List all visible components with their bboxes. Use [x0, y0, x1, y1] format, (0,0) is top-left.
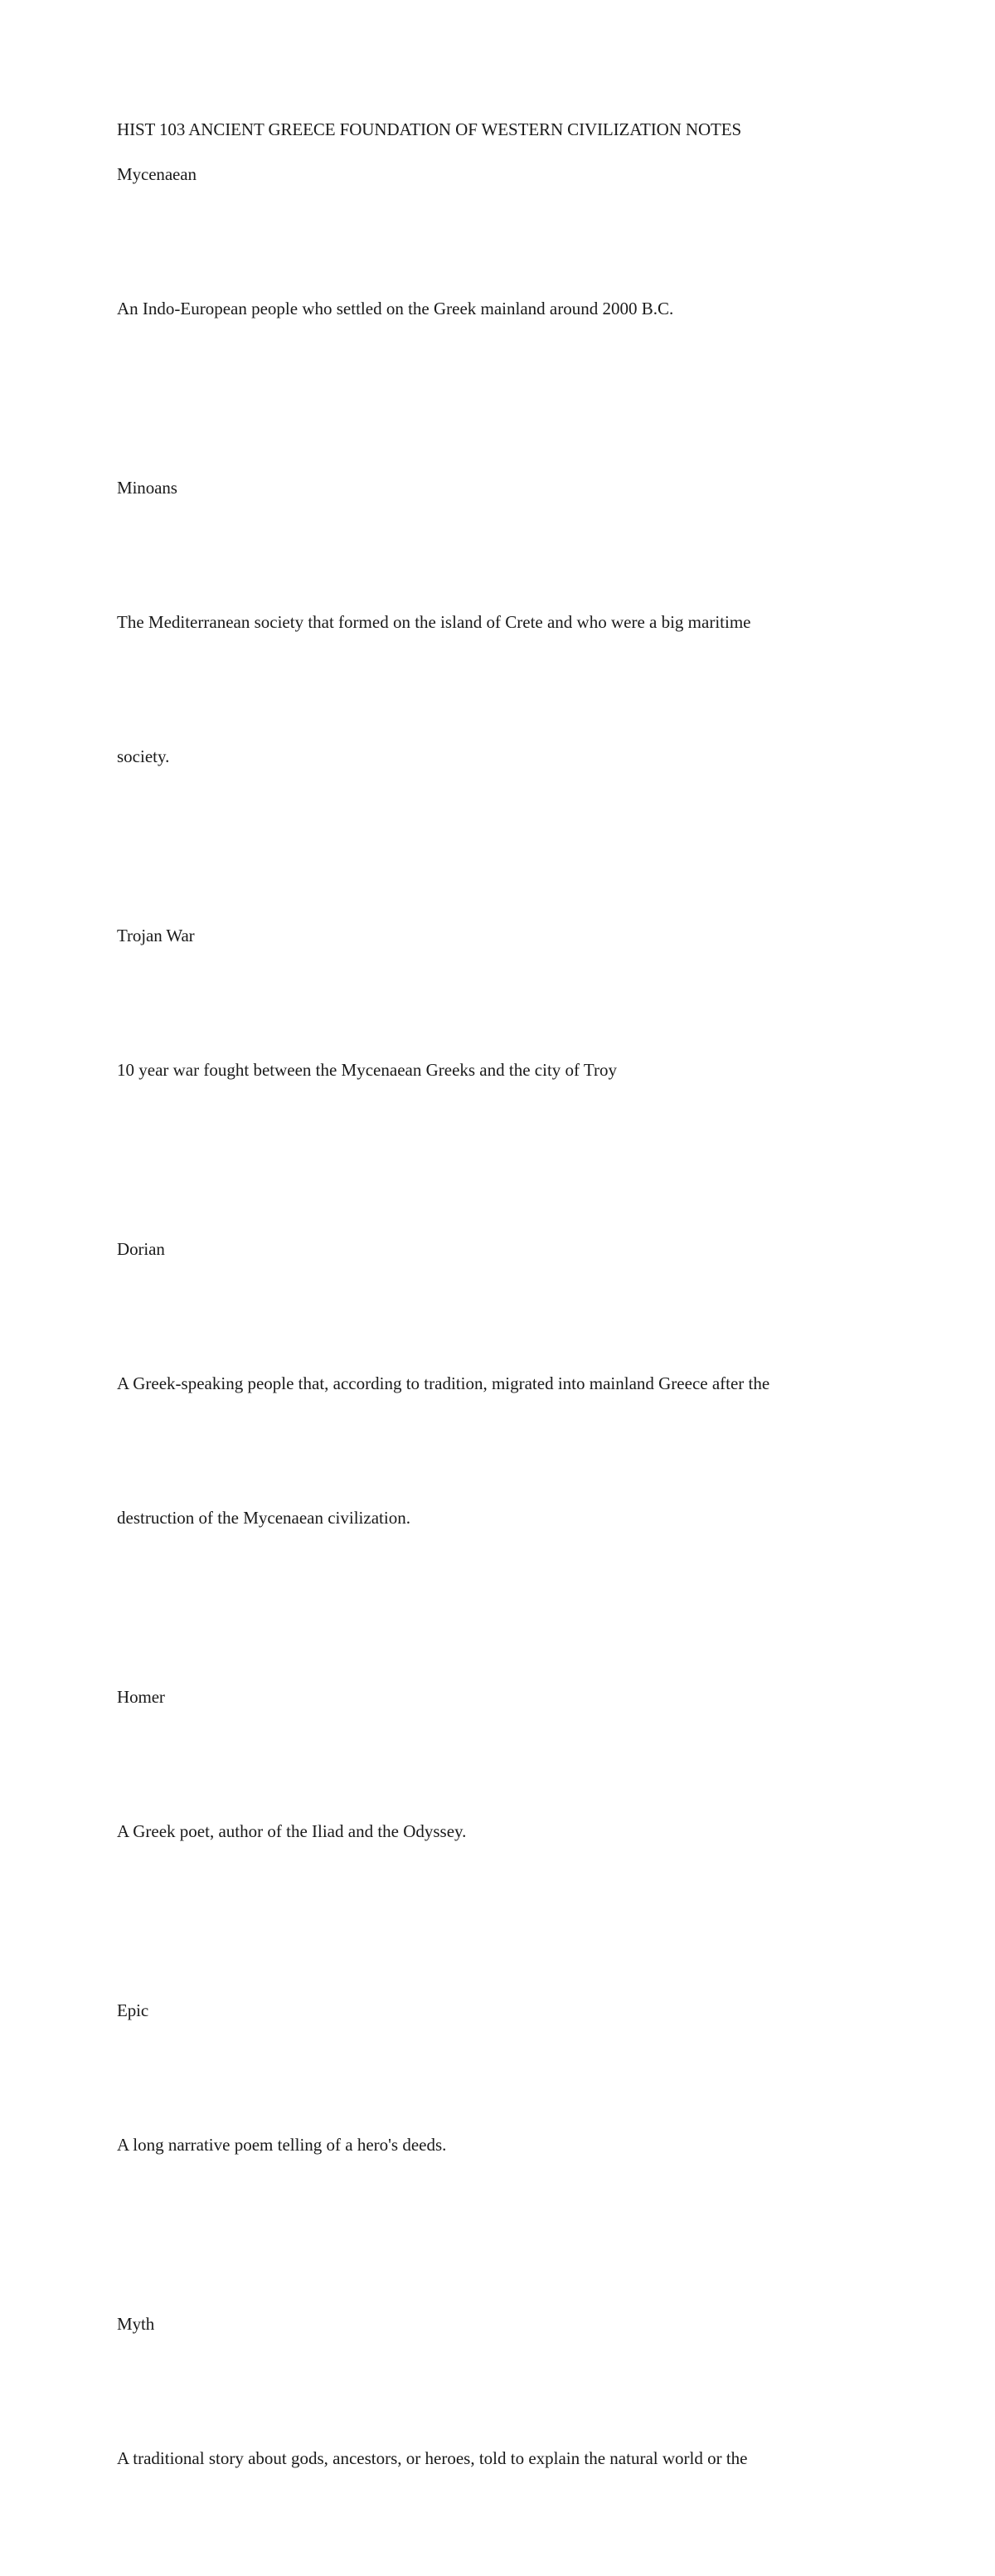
entry-definition	[117, 197, 880, 420]
definition-line: 10 year war fought between the Mycenaean Greeks and the city of Troy	[117, 1060, 617, 1080]
entry-definition	[117, 510, 880, 868]
definition-line: A Greek-speaking people that, according to tradition, migrated into mainland Greece after the	[117, 1373, 770, 1393]
glossary-entry-dorian	[117, 1227, 880, 1630]
entry-term: Homer	[117, 1687, 165, 1707]
entry-term: Mycenaean	[117, 164, 197, 184]
glossary-entry-homer	[117, 1674, 880, 1943]
entry-term: Minoans	[117, 478, 177, 498]
document-body	[117, 107, 880, 2576]
definition-line: society.	[117, 746, 170, 766]
entry-definition	[117, 1719, 880, 1943]
definition-line: An Indo-European people who settled on the Greek mainland around 2000 B.C.	[117, 299, 674, 318]
glossary-entry-mycenaean	[117, 152, 880, 420]
entry-definition	[117, 2346, 880, 2570]
glossary-entry-minoans	[117, 465, 880, 868]
entry-definition	[117, 958, 880, 1182]
entry-term: Trojan War	[117, 926, 195, 945]
entry-definition	[117, 1271, 880, 1630]
glossary-entry-epic	[117, 1988, 880, 2257]
document-title: HIST 103 ANCIENT GREECE FOUNDATION OF WESTERN CIVILIZATION NOTES	[117, 119, 742, 139]
glossary-entry-myth	[117, 2301, 880, 2570]
entry-term: Myth	[117, 2314, 155, 2334]
glossary-entry-trojan-war	[117, 913, 880, 1182]
definition-line: The Mediterranean society that formed on the island of Crete and who were a big maritime	[117, 612, 751, 632]
definition-line: A Greek poet, author of the Iliad and the Odyssey.	[117, 1821, 467, 1841]
entry-term: Epic	[117, 2000, 149, 2020]
definition-line: A long narrative poem telling of a hero's deeds.	[117, 2135, 447, 2155]
entry-term: Dorian	[117, 1239, 165, 1259]
definition-line: A traditional story about gods, ancestors, or heroes, told to explain the natural world or the	[117, 2448, 748, 2468]
definition-line: destruction of the Mycenaean civilization.	[117, 1508, 410, 1528]
entry-definition	[117, 2033, 880, 2257]
